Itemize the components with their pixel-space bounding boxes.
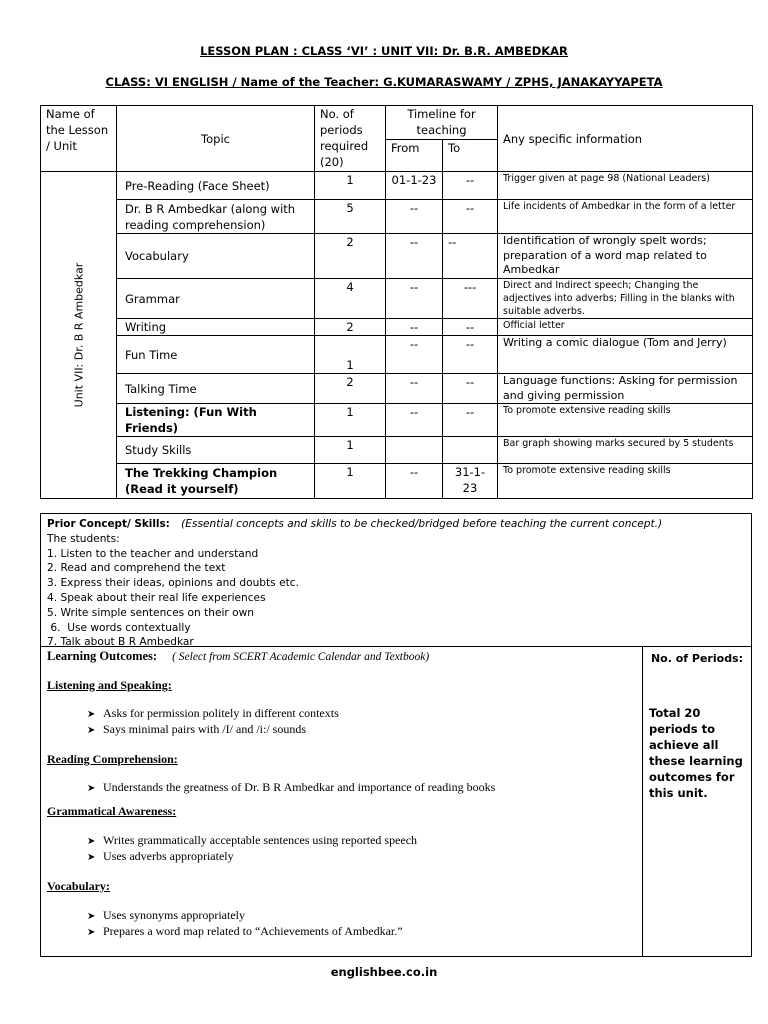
from-cell: -- — [386, 374, 443, 404]
topic-cell: Dr. B R Ambedkar (along with reading comprehension) — [117, 200, 315, 234]
from-cell: -- — [386, 336, 443, 374]
from-cell: 01-1-23 — [386, 172, 443, 200]
to-cell: -- — [443, 172, 498, 200]
from-cell — [386, 437, 443, 464]
arrow-bullet-icon: ➤ — [87, 852, 96, 863]
topic-cell: Grammar — [117, 279, 315, 319]
to-cell: -- — [443, 404, 498, 437]
topic-cell: Fun Time — [117, 336, 315, 374]
section-heading: Grammatical Awareness: — [47, 804, 177, 818]
to-cell: --- — [443, 279, 498, 319]
periods-column — [643, 647, 751, 956]
from-cell: -- — [386, 200, 443, 234]
from-cell: -- — [386, 464, 443, 499]
to-cell: -- — [443, 200, 498, 234]
topic-cell: Writing — [117, 319, 315, 336]
col-timeline-header: Timeline for teaching — [386, 106, 498, 140]
periods-heading: No. of Periods: — [650, 652, 744, 665]
prior-item: 5. Write simple sentences on their own — [47, 606, 254, 619]
outcome-item: ➤ Understands the greatness of Dr. B R Ambedkar and importance of reading books — [87, 780, 496, 794]
prior-item: 4. Speak about their real life experiences — [47, 591, 266, 604]
info-cell: Life incidents of Ambedkar in the form of a letter — [498, 200, 753, 234]
outcome-item: ➤ Uses adverbs appropriately — [87, 849, 234, 863]
info-cell: Writing a comic dialogue (Tom and Jerry) — [498, 336, 753, 374]
topic-cell: Study Skills — [117, 437, 315, 464]
prior-concepts-title: Prior Concept/ Skills: — [47, 518, 170, 530]
outcome-item: ➤ Says minimal pairs with /I/ and /i:/ sounds — [87, 722, 306, 736]
to-cell: 31-1-23 — [443, 464, 498, 499]
learning-outcomes-note: ( Select from SCERT Academic Calendar and Textbook) — [172, 651, 430, 663]
info-cell: To promote extensive reading skills — [498, 464, 753, 499]
periods-cell: 5 — [315, 200, 386, 234]
outcome-item: ➤ Writes grammatically acceptable sentences using reported speech — [87, 833, 418, 847]
from-cell: -- — [386, 404, 443, 437]
to-cell: -- — [443, 374, 498, 404]
arrow-bullet-icon: ➤ — [87, 725, 96, 736]
col-topic-header: Topic — [117, 106, 315, 172]
arrow-bullet-icon: ➤ — [87, 783, 96, 794]
section-heading: Listening and Speaking: — [47, 678, 172, 692]
topic-cell: Pre-Reading (Face Sheet) — [117, 172, 315, 200]
arrow-bullet-icon: ➤ — [87, 911, 96, 922]
arrow-bullet-icon: ➤ — [87, 927, 96, 938]
topic-cell: Listening: (Fun With Friends) — [117, 404, 315, 437]
to-cell: -- — [443, 336, 498, 374]
from-cell: -- — [386, 319, 443, 336]
page-title: LESSON PLAN : CLASS ‘VI’ : UNIT VII: Dr. B.R. AMBEDKAR — [200, 44, 568, 58]
prior-item: 7. Talk about B R Ambedkar — [47, 636, 194, 649]
arrow-bullet-icon: ➤ — [87, 836, 96, 847]
col-periods-header: No. of periods required (20) — [315, 106, 386, 172]
periods-cell: 1 — [315, 172, 386, 200]
from-cell: -- — [386, 279, 443, 319]
page-subtitle: CLASS: VI ENGLISH / Name of the Teacher: G.KUMARASWAMY / ZPHS, JANAKAYYAPETA — [105, 75, 663, 89]
prior-intro: The students: — [47, 532, 120, 545]
unit-cell — [41, 172, 117, 499]
prior-item: 3. Express their ideas, opinions and doubts etc. — [47, 577, 299, 590]
learning-outcomes-box — [40, 646, 752, 957]
learning-outcomes-list — [41, 647, 643, 956]
outcome-item: ➤ Asks for permission politely in different contexts — [87, 706, 339, 720]
periods-cell: 1 — [315, 336, 386, 374]
col-to-header: To — [443, 140, 498, 172]
periods-cell: 4 — [315, 279, 386, 319]
prior-concepts-note: (Essential concepts and skills to be checked/bridged before teaching the current concept.) — [181, 518, 663, 530]
col-lesson-header: Name of the Lesson / Unit — [41, 106, 117, 172]
lesson-plan-table — [40, 105, 753, 499]
footer-site: englishbee.co.in — [330, 965, 438, 979]
unit-label: Unit VII: Dr. B R Ambedkar — [72, 262, 85, 408]
periods-cell: 2 — [315, 374, 386, 404]
outcome-item: ➤ Prepares a word map related to “Achievements of Ambedkar.” — [87, 924, 403, 938]
periods-cell: 1 — [315, 437, 386, 464]
topic-cell: The Trekking Champion (Read it yourself) — [117, 464, 315, 499]
periods-summary: Total 20 periods to achieve all these learning outcomes for this unit. — [649, 706, 743, 800]
to-cell — [443, 437, 498, 464]
prior-item: 2. Read and comprehend the text — [47, 562, 226, 575]
to-cell: -- — [443, 319, 498, 336]
col-info-header: Any specific information — [498, 106, 753, 172]
section-heading: Reading Comprehension: — [47, 752, 178, 766]
prior-concepts-box — [40, 513, 752, 649]
info-cell: Bar graph showing marks secured by 5 students — [498, 437, 753, 464]
section-heading: Vocabulary: — [47, 879, 110, 893]
info-cell: Official letter — [498, 319, 753, 336]
to-cell: -- — [443, 234, 498, 279]
info-cell: Direct and Indirect speech; Changing the adjectives into adverbs; Filling in the blanks with suitable adverbs. — [498, 279, 753, 319]
periods-cell: 2 — [315, 319, 386, 336]
info-cell: Language functions: Asking for permission and giving permission — [498, 374, 753, 404]
outcome-item: ➤ Uses synonyms appropriately — [87, 908, 245, 922]
col-from-header: From — [386, 140, 443, 172]
periods-cell: 1 — [315, 404, 386, 437]
topic-cell: Vocabulary — [117, 234, 315, 279]
prior-item: 6. Use words contextually — [47, 621, 191, 634]
info-cell: Trigger given at page 98 (National Leaders) — [498, 172, 753, 200]
learning-outcomes-title: Learning Outcomes: — [47, 649, 158, 663]
info-cell: To promote extensive reading skills — [498, 404, 753, 437]
topic-cell: Talking Time — [117, 374, 315, 404]
arrow-bullet-icon: ➤ — [87, 709, 96, 720]
from-cell: -- — [386, 234, 443, 279]
periods-cell: 1 — [315, 464, 386, 499]
prior-item: 1. Listen to the teacher and understand — [47, 547, 259, 560]
periods-cell: 2 — [315, 234, 386, 279]
info-cell: Identification of wrongly spelt words; preparation of a word map related to Ambedkar — [498, 234, 753, 279]
